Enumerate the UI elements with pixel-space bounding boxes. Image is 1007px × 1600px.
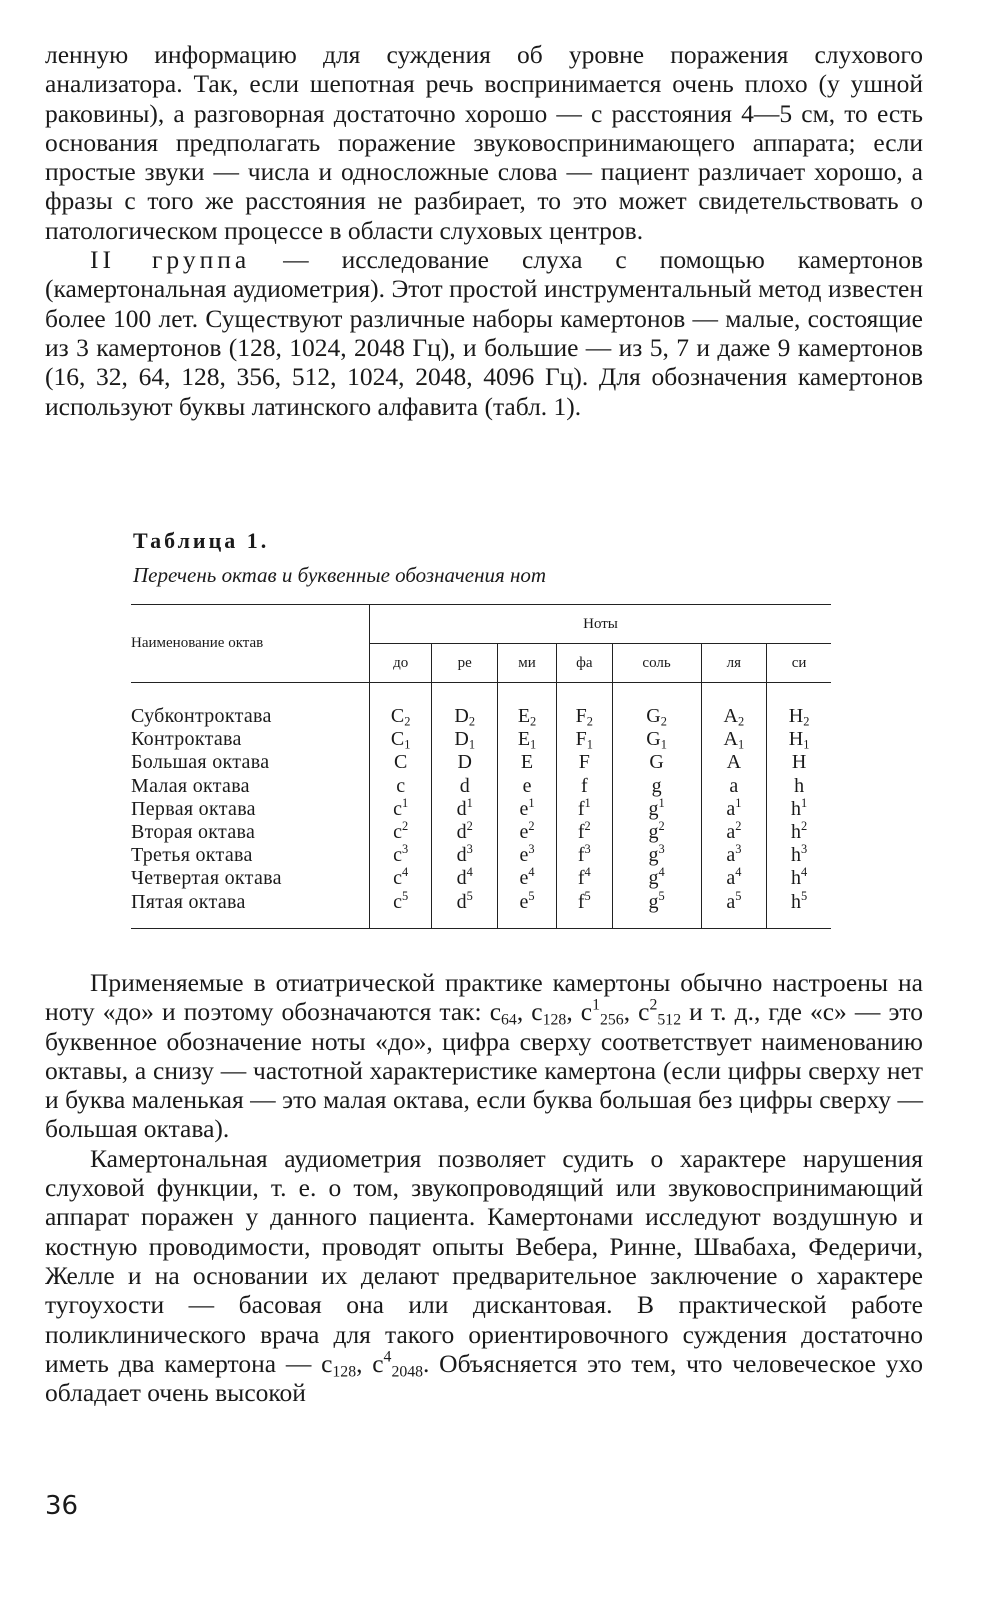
table-row — [131, 821, 831, 844]
note-symbol — [767, 751, 831, 774]
note-letter: F — [575, 705, 587, 727]
note-letter: g — [648, 797, 659, 820]
table-row — [131, 683, 831, 729]
note-letter: c — [393, 797, 403, 820]
paragraph-speech-test: ленную информацию для суждения об уровне поражения слухового анализатора. Так, если шепотная речь воспринимается очень плохо (у ушной раковины), а разговорная достаточно хорошо — с расстояния 4—5 см, то есть основания предполагать поражение звуковоспринимающего аппарата; если простые звуки — числа и односложные слова — пациент различает хорошо, а фразы с того же расстояния не разбирает, то это может свидетельствовать о патологическом процессе в области слуховых центров. — [45, 40, 923, 245]
header-note: ми — [498, 644, 557, 683]
octave-name: Третья октава — [131, 844, 370, 867]
note-superscript: 4 — [735, 865, 742, 880]
note-letter: c — [393, 890, 403, 913]
bottom-text-block — [45, 968, 923, 1407]
note-letter: h — [791, 844, 802, 867]
note-letter: h — [791, 890, 802, 913]
note-letter: d — [456, 797, 467, 820]
note-symbol — [767, 867, 831, 890]
note-letter: F — [575, 728, 587, 751]
note-symbol — [432, 751, 498, 774]
header-note: фа — [557, 644, 613, 683]
text-run: , c — [516, 997, 543, 1027]
note-letter: c — [393, 821, 403, 844]
text-run: , c — [566, 997, 593, 1027]
note-letter: g — [648, 867, 659, 890]
header-note: ре — [432, 644, 498, 683]
note-symbol — [612, 888, 701, 929]
subscript: 128 — [542, 1012, 567, 1030]
note-symbol — [370, 683, 432, 729]
note-subscript: 1 — [586, 737, 593, 752]
note-subscript: 2 — [738, 714, 745, 729]
note-superscript: 1 — [801, 795, 808, 810]
table-row — [131, 751, 831, 774]
note-letter: c — [393, 867, 403, 890]
note-letter: C — [394, 751, 408, 774]
table-row — [131, 798, 831, 821]
note-symbol — [370, 867, 432, 890]
note-letter: g — [648, 890, 659, 913]
octave-notes-table — [131, 604, 831, 929]
note-subscript: 2 — [586, 714, 593, 729]
note-symbol — [498, 775, 557, 798]
note-superscript: 3 — [584, 842, 591, 857]
note-letter: A — [723, 728, 738, 751]
text-run: Камертональная аудиометрия позволяет судить о характере нарушения слуховой функции, т. е. о том, звукопроводящий или звуковоспринимающий аппарат поражен у данного пациента. Камертонами исследуют воздушную и костную проводимости, проводят опыты Вебера, Ринне, Швабаха, Федеричи, Желле и на основании их делают предварительное заключение о характере тугоухости — басовая она или дискантовая. В практической работе поликлинического врача для такого ориентировочного суждения достаточно иметь два камертона — c — [45, 1143, 923, 1378]
octave-name: Малая октава — [131, 775, 370, 798]
note-letter: f — [577, 797, 585, 820]
header-notes: Ноты — [370, 605, 832, 644]
note-symbol — [498, 795, 557, 821]
note-superscript: 2 — [466, 818, 473, 833]
note-letter: D — [457, 751, 472, 774]
octave-name: Большая октава — [131, 751, 370, 774]
subscript: 64 — [501, 1012, 517, 1030]
note-superscript: 4 — [528, 865, 535, 880]
note-letter: A — [723, 705, 738, 727]
note-symbol — [432, 775, 498, 798]
note-letter: H — [788, 728, 804, 751]
octave-name: Четвертая октава — [131, 867, 370, 890]
note-superscript: 2 — [584, 818, 591, 833]
subscript: 2048 — [391, 1363, 424, 1381]
note-symbol — [612, 844, 701, 867]
note-superscript: 2 — [402, 818, 409, 833]
note-symbol — [767, 818, 831, 844]
note-symbol — [767, 683, 831, 729]
note-symbol — [767, 775, 831, 798]
note-symbol — [612, 795, 701, 821]
note-symbol — [701, 867, 767, 890]
group-label: II группа — [90, 245, 251, 275]
note-symbol — [767, 795, 831, 821]
page-number: 36 — [45, 1491, 79, 1521]
note-symbol — [557, 775, 613, 798]
note-letter: e — [519, 844, 529, 867]
note-subscript: 2 — [803, 714, 810, 729]
note-superscript: 3 — [801, 842, 808, 857]
note-symbol — [498, 683, 557, 729]
note-letter: e — [519, 821, 529, 844]
group-description: — исследование слуха с помощью камертонов (камертональная аудиометрия). Этот простой инструментальный метод известен более 100 лет. Существуют различные наборы камертонов — малые, состоящие из 3 камертонов (128, 1024, 2048 Гц), и большие — из 5, 7 и даже 9 камертонов (16, 32, 64, 128, 356, 512, 1024, 2048, 4096 Гц). Для обозначения камертонов используют буквы латинского алфавита (табл. 1). — [45, 245, 923, 421]
note-letter: d — [459, 774, 470, 797]
note-symbol — [498, 888, 557, 929]
note-letter: C — [390, 728, 405, 751]
note-symbol — [701, 728, 767, 751]
note-subscript: 1 — [404, 737, 411, 752]
note-symbol — [701, 844, 767, 867]
note-letter: A — [726, 751, 742, 774]
note-symbol — [370, 751, 432, 774]
note-letter: E — [520, 751, 534, 774]
note-symbol — [612, 683, 701, 729]
table-title: Таблица 1. — [133, 528, 270, 553]
note-letter: h — [791, 821, 802, 844]
note-subscript: 2 — [530, 714, 537, 729]
note-superscript: 1 — [402, 795, 409, 810]
note-superscript: 1 — [466, 795, 473, 810]
note-symbol — [557, 844, 613, 867]
note-symbol — [498, 728, 557, 751]
table-row — [131, 867, 831, 890]
paragraph-tuning-forks — [45, 245, 923, 421]
note-letter: D — [454, 728, 469, 751]
note-letter: E — [517, 705, 531, 727]
octave-name: Вторая октава — [131, 821, 370, 844]
superscript: 2 — [649, 997, 658, 1015]
note-subscript: 1 — [803, 737, 810, 752]
note-letter: E — [517, 728, 531, 751]
note-symbol — [557, 795, 613, 821]
note-letter: h — [794, 774, 805, 797]
paragraph-fork-notation — [45, 968, 923, 1144]
note-symbol — [557, 888, 613, 929]
note-symbol — [557, 728, 613, 751]
note-symbol — [498, 867, 557, 890]
note-subscript: 1 — [468, 737, 476, 752]
note-letter: e — [519, 890, 529, 913]
note-symbol — [498, 818, 557, 844]
header-note: ля — [701, 644, 767, 683]
note-letter: g — [648, 844, 659, 867]
note-letter: a — [726, 844, 736, 867]
note-superscript: 5 — [528, 888, 535, 903]
note-superscript: 5 — [402, 888, 409, 903]
subscript: 256 — [600, 1012, 624, 1030]
table-caption: Перечень октав и буквенные обозначения нот — [133, 563, 547, 587]
note-symbol — [612, 751, 701, 774]
table-row — [131, 891, 831, 929]
note-subscript: 1 — [738, 737, 745, 752]
note-letter: h — [791, 867, 802, 890]
note-superscript: 3 — [528, 842, 535, 857]
note-superscript: 5 — [584, 888, 591, 903]
note-symbol — [370, 818, 432, 844]
subscript: 512 — [657, 1012, 682, 1030]
note-letter: f — [577, 821, 585, 844]
note-symbol — [701, 795, 767, 821]
note-symbol — [370, 775, 432, 798]
header-note: соль — [612, 644, 701, 683]
text-run: . Объясняется это тем, что человеческое ухо обладает очень высокой — [45, 1348, 923, 1408]
note-letter: c — [393, 844, 403, 867]
octave-name: Первая октава — [131, 798, 370, 821]
table-row — [131, 775, 831, 798]
note-symbol — [767, 728, 831, 751]
text-run: , c — [623, 997, 650, 1027]
note-symbol — [557, 751, 613, 774]
note-symbol — [432, 683, 498, 729]
note-subscript: 2 — [660, 714, 667, 729]
note-letter: d — [456, 890, 467, 913]
note-superscript: 2 — [528, 818, 535, 833]
text-run: , c — [356, 1348, 384, 1378]
note-symbol — [557, 818, 613, 844]
note-letter: a — [726, 797, 736, 820]
note-letter: g — [648, 821, 659, 844]
note-symbol — [701, 683, 767, 729]
note-superscript: 3 — [735, 842, 742, 857]
note-superscript: 5 — [658, 888, 665, 903]
note-symbol — [498, 751, 557, 774]
note-symbol — [498, 844, 557, 867]
note-symbol — [557, 683, 613, 729]
note-letter: D — [454, 705, 469, 727]
note-superscript: 1 — [735, 795, 742, 810]
table-row — [131, 728, 831, 751]
octave-name: Контроктава — [131, 728, 370, 751]
note-superscript: 3 — [402, 842, 409, 857]
note-letter: a — [726, 821, 736, 844]
header-note: до — [370, 644, 432, 683]
octave-name: Пятая октава — [131, 891, 370, 929]
note-symbol — [370, 728, 432, 751]
note-symbol — [767, 888, 831, 929]
note-letter: c — [396, 774, 406, 797]
note-symbol — [612, 728, 701, 751]
note-symbol — [767, 844, 831, 867]
note-superscript: 2 — [801, 818, 808, 833]
note-symbol — [432, 888, 498, 929]
note-symbol — [370, 844, 432, 867]
octave-name: Субконтроктава — [131, 683, 370, 729]
note-symbol — [612, 775, 701, 798]
note-superscript: 2 — [735, 818, 742, 833]
note-symbol — [432, 795, 498, 821]
note-superscript: 1 — [658, 795, 665, 810]
note-letter: G — [646, 705, 661, 727]
note-letter: a — [726, 890, 736, 913]
note-superscript: 4 — [658, 865, 665, 880]
note-letter: C — [390, 705, 405, 727]
note-symbol — [557, 867, 613, 890]
note-superscript: 4 — [584, 865, 591, 880]
note-letter: f — [577, 890, 585, 913]
note-symbol — [612, 818, 701, 844]
top-text-block — [45, 40, 923, 421]
note-superscript: 5 — [466, 888, 473, 903]
note-subscript: 2 — [468, 714, 476, 729]
note-superscript: 4 — [466, 865, 473, 880]
note-symbol — [370, 888, 432, 929]
note-letter: f — [580, 774, 588, 797]
note-subscript: 2 — [404, 714, 411, 729]
note-symbol — [701, 818, 767, 844]
note-letter: F — [578, 751, 590, 774]
note-letter: g — [651, 774, 662, 797]
note-superscript: 3 — [658, 842, 665, 857]
subscript: 128 — [332, 1363, 357, 1381]
note-letter: H — [788, 705, 804, 727]
note-symbol — [370, 795, 432, 821]
header-note: си — [767, 644, 831, 683]
note-superscript: 2 — [658, 818, 665, 833]
note-superscript: 3 — [466, 842, 473, 857]
note-letter: f — [577, 867, 585, 890]
octave-table-body — [131, 683, 831, 929]
note-superscript: 1 — [528, 795, 535, 810]
note-subscript: 1 — [660, 737, 667, 752]
note-letter: h — [791, 797, 802, 820]
note-subscript: 1 — [530, 737, 537, 752]
note-letter: e — [522, 774, 532, 797]
note-symbol — [612, 867, 701, 890]
note-letter: d — [456, 821, 467, 844]
header-octave-name: Наименование октав — [131, 605, 370, 683]
note-letter: f — [577, 844, 585, 867]
note-letter: a — [726, 867, 736, 890]
note-letter: d — [456, 867, 467, 890]
note-symbol — [432, 728, 498, 751]
note-symbol — [432, 818, 498, 844]
paragraph-audiometry — [45, 1144, 923, 1408]
note-letter: H — [791, 751, 807, 774]
superscript: 4 — [383, 1348, 392, 1366]
superscript: 1 — [592, 997, 600, 1015]
note-letter: e — [519, 867, 529, 890]
note-superscript: 4 — [402, 865, 409, 880]
table-row — [131, 844, 831, 867]
note-symbol — [432, 867, 498, 890]
text-run: и т. д., где «с» — это буквенное обозначение ноты «до», цифра сверху соответствует наименованию октавы, а снизу — частотной характеристике камертона (если цифры сверху нет и буква маленькая — это малая октава, если буква большая без цифры сверху — большая октава). — [45, 997, 923, 1144]
note-letter: d — [456, 844, 467, 867]
note-superscript: 1 — [584, 795, 591, 810]
note-symbol — [701, 751, 767, 774]
note-symbol — [432, 844, 498, 867]
note-superscript: 4 — [801, 865, 808, 880]
note-letter: e — [519, 797, 529, 820]
note-symbol — [701, 888, 767, 929]
note-superscript: 5 — [735, 888, 742, 903]
note-letter: G — [649, 751, 664, 774]
note-letter: G — [646, 728, 661, 751]
note-symbol — [701, 775, 767, 798]
text-run: Применяемые в отиатрической практике камертоны обычно настроены на ноту «до» и поэтому обозначаются так: c — [45, 968, 923, 1027]
octave-table-wrapper — [131, 604, 831, 929]
note-letter: a — [729, 774, 739, 797]
note-superscript: 5 — [801, 888, 808, 903]
